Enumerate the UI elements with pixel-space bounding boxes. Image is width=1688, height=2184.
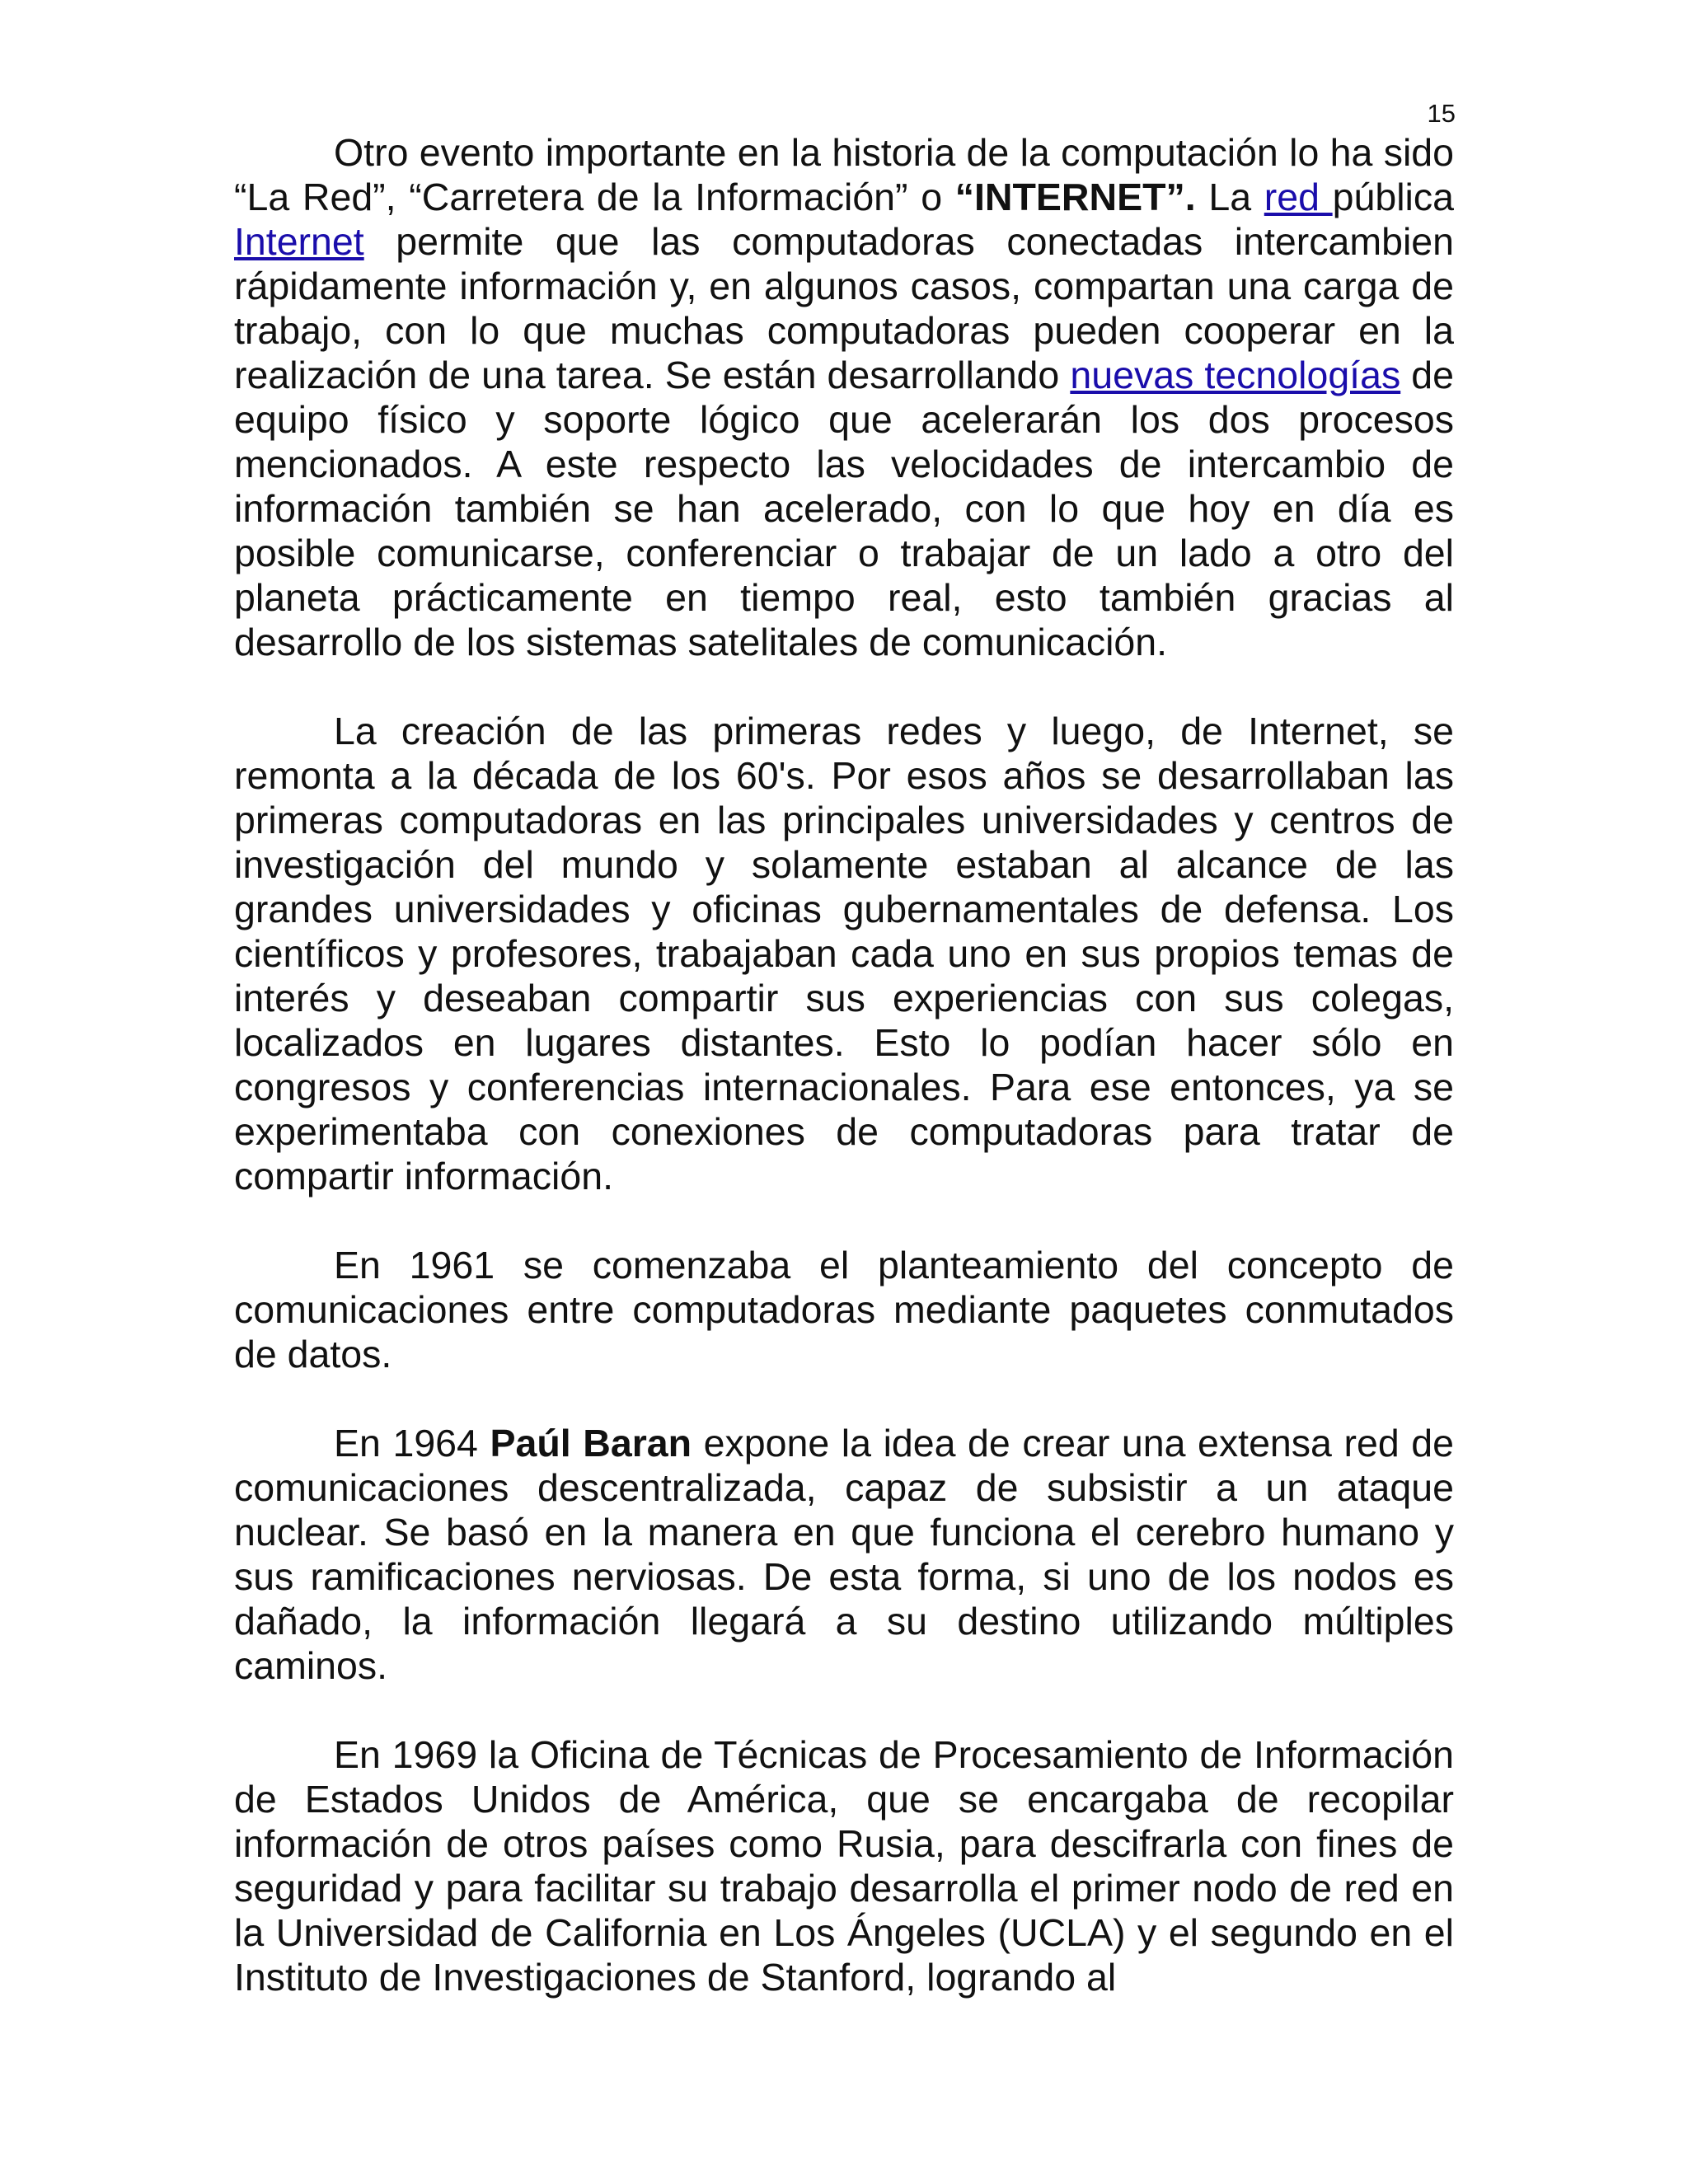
paragraph-text: permite que las computadoras conectadas intercambien rápidamente información y, en algunos casos, compartan una carga de trabajo, con lo que muchas computadoras pueden cooperar en la realización de una tarea. Se están desarrollando [234, 220, 1454, 396]
paragraph-internet-intro [234, 130, 1454, 664]
paragraph-text: La [1195, 176, 1264, 218]
paragraph-text: de equipo físico y soporte lógico que acelerarán los dos procesos mencionados. A este respecto las velocidades de intercambio de información también se han acelerado, con lo que hoy en día es posible comunicarse, conferenciar o trabajar de un lado a otro del planeta prácticamente en tiempo real, esto también gracias al desarrollo de los sistemas satelitales de comunicación. [234, 354, 1455, 663]
bold-paul-baran: Paúl Baran [490, 1422, 692, 1465]
page-number: 15 [1427, 99, 1456, 128]
paragraph-text: pública [1332, 176, 1454, 218]
paragraph-origins: La creación de las primeras redes y luego, de Internet, se remonta a la década de los 60's. Por esos años se desarrollaban las primeras computadoras en las principales universidades y centros de investigación del mundo y solamente estaban al alcance de las grandes universidades y oficinas gubernamentales de defensa. Los científicos y profesores, trabajaban cada uno en sus propios temas de interés y deseaban compartir sus experiencias con sus colegas, localizados en lugares distantes. Esto lo podían hacer sólo en congresos y conferencias internacionales. Para ese entonces, ya se experimentaba con conexiones de computadoras para tratar de compartir información. [234, 710, 1454, 1197]
link-nuevas-tecnologias[interactable]: nuevas tecnologías [1070, 354, 1401, 396]
paragraph-1961: En 1961 se comenzaba el planteamiento del concepto de comunicaciones entre computadoras mediante paquetes conmutados de datos. [234, 1244, 1454, 1376]
paragraph-1969: En 1969 la Oficina de Técnicas de Procesamiento de Información de Estados Unidos de América, que se encargaba de recopilar información de otros países como Rusia, para descifrarla con fines de seguridad y para facilitar su trabajo desarrolla el primer nodo de red en la Universidad de California en Los Ángeles (UCLA) y el segundo en el Instituto de Investigaciones de Stanford, logrando al [234, 1733, 1454, 1999]
bold-internet: “INTERNET”. [954, 176, 1196, 218]
link-red[interactable]: red [1264, 176, 1333, 218]
paragraph-text: Otro evento importante en la historia de la computación lo ha sido “La Red”, “Carretera de la Información” o [234, 131, 1454, 218]
paragraph-text: En 1964 [334, 1422, 490, 1465]
document-body [234, 130, 1454, 1999]
paragraph-1964 [234, 1421, 1454, 1688]
paragraph-text: expone la idea de crear una extensa red de comunicaciones descentralizada, capaz de subsistir a un ataque nuclear. Se basó en la manera en que funciona el cerebro humano y sus ramificaciones nerviosas. De esta forma, si uno de los nodos es dañado, la información llegará a su destino utilizando múltiples caminos. [234, 1422, 1454, 1687]
link-internet[interactable]: Internet [234, 220, 364, 263]
